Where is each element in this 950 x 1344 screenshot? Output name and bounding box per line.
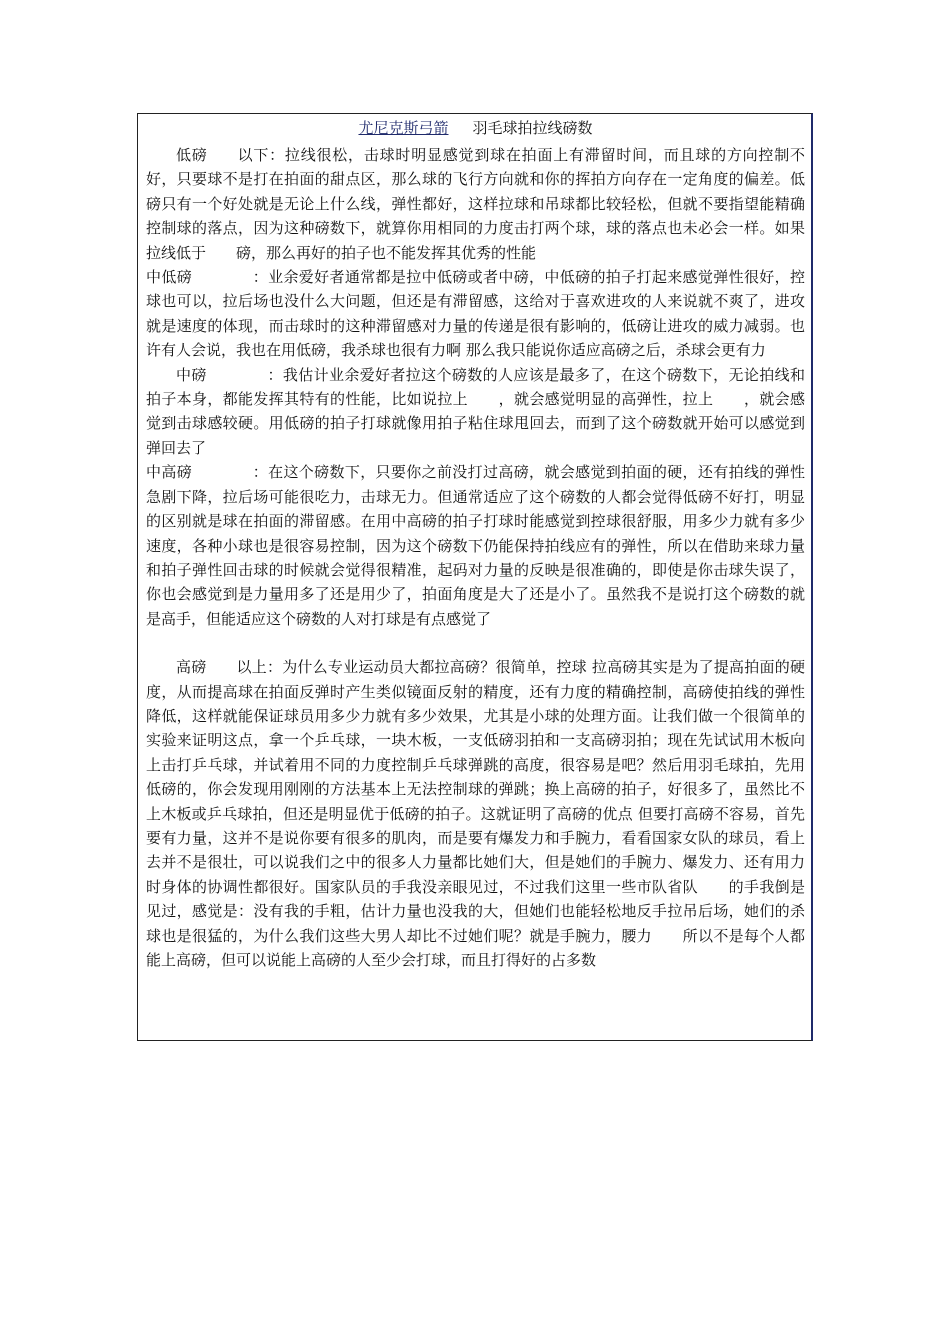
text-mid-low-tension: ：业余爱好者通常都是拉中低磅或者中磅，中低磅的拍子打起来感觉弹性很好，控球也可以，拉后场也没什么大问题，但还是有滞留感，这给对于喜欢进攻的人来说就不爽了，进攻就是速度的体现，而击球时的这种滞留感对力量的传递是很有影响的，低磅让进攻的威力减弱。也许有人会说，我也在用低磅，我杀球也很有力啊 那么我只能说你适应高磅之后，杀球会更有力: [146, 268, 805, 360]
text-low-tension: 以下：拉线很松，击球时明显感觉到球在拍面上有滞留时间，而且球的方向控制不好，只要球不是打在拍面的甜点区，那么球的飞行方向就和你的挥拍方向存在一定角度的偏差。低磅只有一个好处就是无论上什么线，弹性都好，这样拉球和吊球都比较轻松，但就不要指望能精确控制球的落点，因为这种磅数下，就算你用相同的力度击打两个球，球的落点也未必会一样。如果拉线低于 磅，那么再好的拍子也不能发挥其优秀的性能: [146, 146, 805, 262]
text-high-tension: 以上：为什么专业运动员大都拉高磅？很简单，控球 拉高磅其实是为了提高拍面的硬度，从而提高球在拍面反弹时产生类似镜面反射的精度，还有力度的精确控制，高磅使拍线的弹性降低，这样就能保证球员用多少力就有多少效果，尤其是小球的处理方面。让我们做一个很简单的实验来证明这点，拿一个乒乓球，一块木板，一支低磅羽拍和一支高磅羽拍；现在先试试用木板向上击打乒乓球，并试着用不同的力度控制乒乓球弹跳的高度，很容易是吧？然后用羽毛球拍，先用低磅的，你会发现用刚刚的方法基本上无法控制球的弹跳；换上高磅的拍子，好很多了，虽然比不上木板或乒乓球拍，但还是明显优于低磅的拍子。这就证明了高磅的优点 但要打高磅不容易，首先要有力量，这并不是说你要有很多的肌肉，而是要有爆发力和手腕力，看看国家女队的球员，看上去并不是很壮，可以说我们之中的很多人力量都比她们大，但是她们的手腕力、爆发力、还有用力时身体的协调性都很好。国家队员的手我没亲眼见过，不过我们这里一些市队省队 的手我倒是见过，感觉是：没有我的手粗，估计力量也没我的大，但她们也能轻松地反手拉吊后场，她们的杀球也是很猛的，为什么我们这些大男人却比不过她们呢？就是手腕力，腰力 所以不是每个人都能上高磅，但可以说能上高磅的人至少会打球，而且打得好的占多数: [146, 658, 805, 969]
title-link-text[interactable]: 尤尼克斯弓箭: [358, 119, 449, 137]
paragraph-high-tension: [146, 655, 805, 972]
text-mid-tension: ：我估计业余爱好者拉这个磅数的人应该是最多了，在这个磅数下，无论拍线和拍子本身，都能发挥其特有的性能，比如说拉上 ，就会感觉明显的高弹性，拉上 ，就会感觉到击球感较硬。用低磅的拍子打球就像用拍子粘住球甩回去，而到了这个磅数就开始可以感觉到弹回去了: [146, 365, 805, 457]
document-title: [146, 119, 805, 137]
term-high-tension: 高磅: [176, 658, 207, 677]
paragraph-low-tension: [146, 143, 805, 265]
title-main-text: 羽毛球拍拉线磅数: [472, 119, 593, 137]
text-mid-high-tension: ：在这个磅数下，只要你之前没打过高磅，就会感觉到拍面的硬，还有拍线的弹性急剧下降，拉后场可能很吃力，击球无力。但通常适应了这个磅数的人都会觉得低磅不好打，明显的区别就是球在拍面的滞留感。在用中高磅的拍子打球时能感觉到控球很舒服，用多少力就有多少速度，各种小球也是很容易控制，因为这个磅数下仍能保持拍线应有的弹性，所以在借助来球力量和拍子弹性回击球的时候就会觉得很精准，起码对力量的反映是很准确的，即使是你击球失误了，你也会感觉到是力量用多了还是用少了，拍面角度是大了还是小了。虽然我不是说打这个磅数的就是高手，但能适应这个磅数的人对打球是有点感觉了: [146, 463, 805, 628]
paragraph-mid-tension: [146, 363, 805, 461]
term-mid-tension: 中磅: [176, 365, 207, 384]
paragraph-mid-low-tension: [146, 265, 805, 363]
term-low-tension: 低磅: [176, 146, 208, 164]
term-mid-low-tension: 中低磅: [146, 268, 193, 287]
term-mid-high-tension: 中高磅: [146, 463, 193, 482]
paragraph-mid-high-tension: [146, 460, 805, 631]
document-frame: [137, 113, 813, 1041]
